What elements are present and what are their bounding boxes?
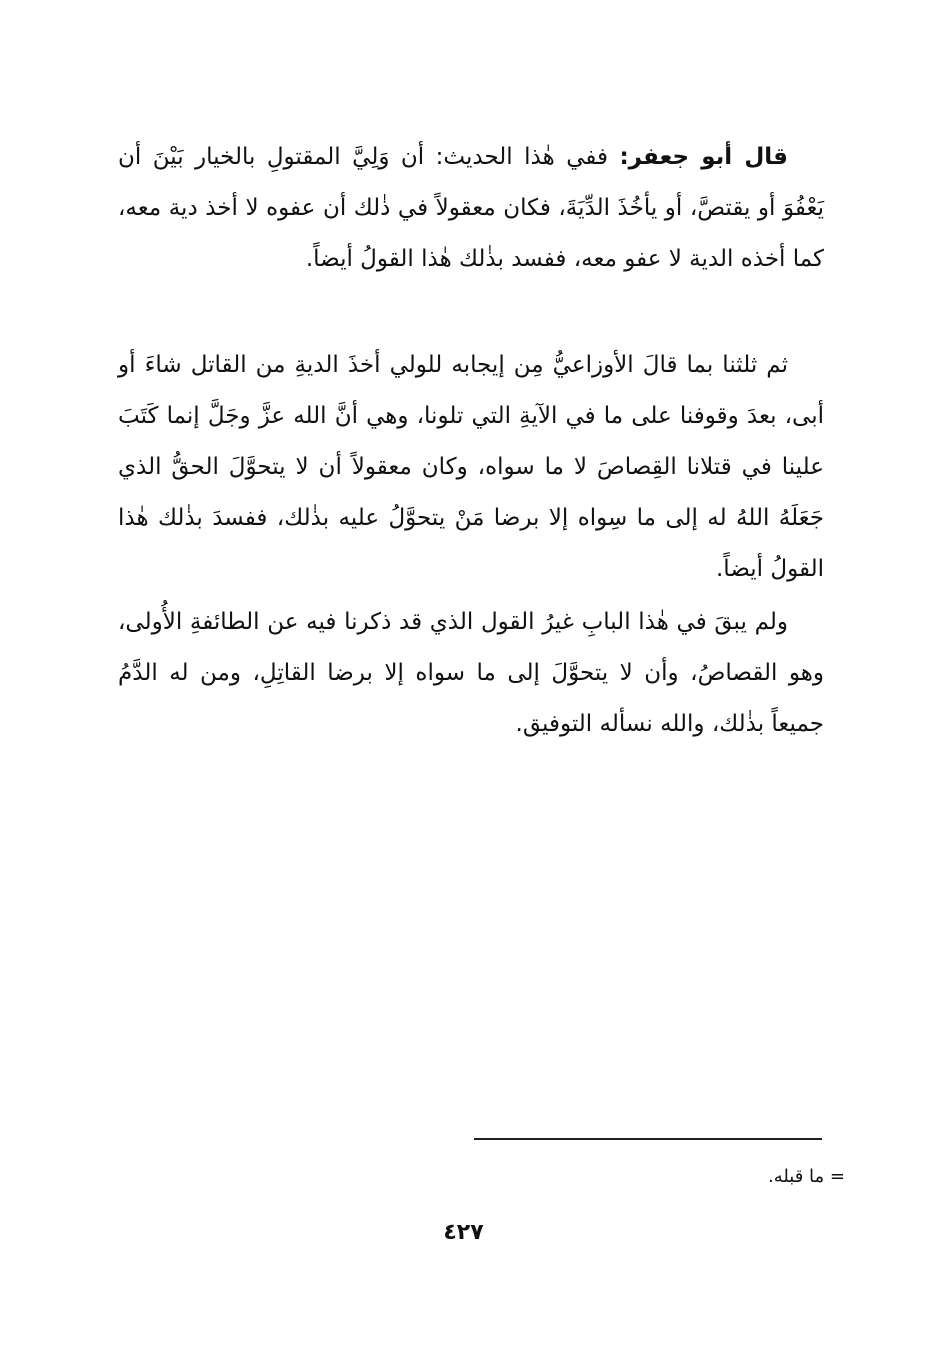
footnote-divider [474,1138,822,1140]
paragraph-2-text: ثم ثلثنا بما قالَ الأوزاعيُّ مِن إيجابه للولي أخذَ الديةِ من القاتل شاءَ أو أبى، بعدَ وقوفنا على ما في الآيةِ التي تلونا، وهي أنَّ الله عزَّ وجَلَّ إنما كَتَبَ علينا في قتلانا القِصاصَ لا ما سواه، وكان معقولاً أن لا يتحوَّلَ الحقُّ الذي جَعَلَهُ اللهُ له إلى ما سِواه إلا برضا مَنْ يتحوَّلُ عليه بذٰلك، ففسدَ بذٰلك هٰذا القولُ أيضاً. [118,352,824,582]
paragraph-3-text: ولم يبقَ في هٰذا البابِ غيرُ القول الذي قد ذكرنا فيه عن الطائفةِ الأُولى، وهو القصاصُ، وأن لا يتحوَّلَ إلى ما سواه إلا برضا القاتِلِ، ومن له الدَّمُ جميعاً بذٰلك، والله نسأله التوفيق. [118,609,824,737]
paragraph-2 [118,340,824,595]
paragraph-1-speaker: قال أبو جعفر: [619,144,788,170]
paragraph-1-text: ففي هٰذا الحديث: أن وَلِيَّ المقتولِ بالخيار بَيْنَ أن يَعْفُوَ أو يقتصَّ، أو يأخُذَ الدِّيَةَ، فكان معقولاً في ذٰلك أن عفوه لا أخذ دية معه، كما أخذه الدية لا عفو معه، ففسد بذٰلك هٰذا القولُ أيضاً. [118,144,824,272]
paragraph-3 [118,597,824,750]
paragraph-1 [118,132,824,285]
footnote: = ما قبله. [767,1166,845,1187]
page-number: ٤٢٧ [443,1220,484,1245]
